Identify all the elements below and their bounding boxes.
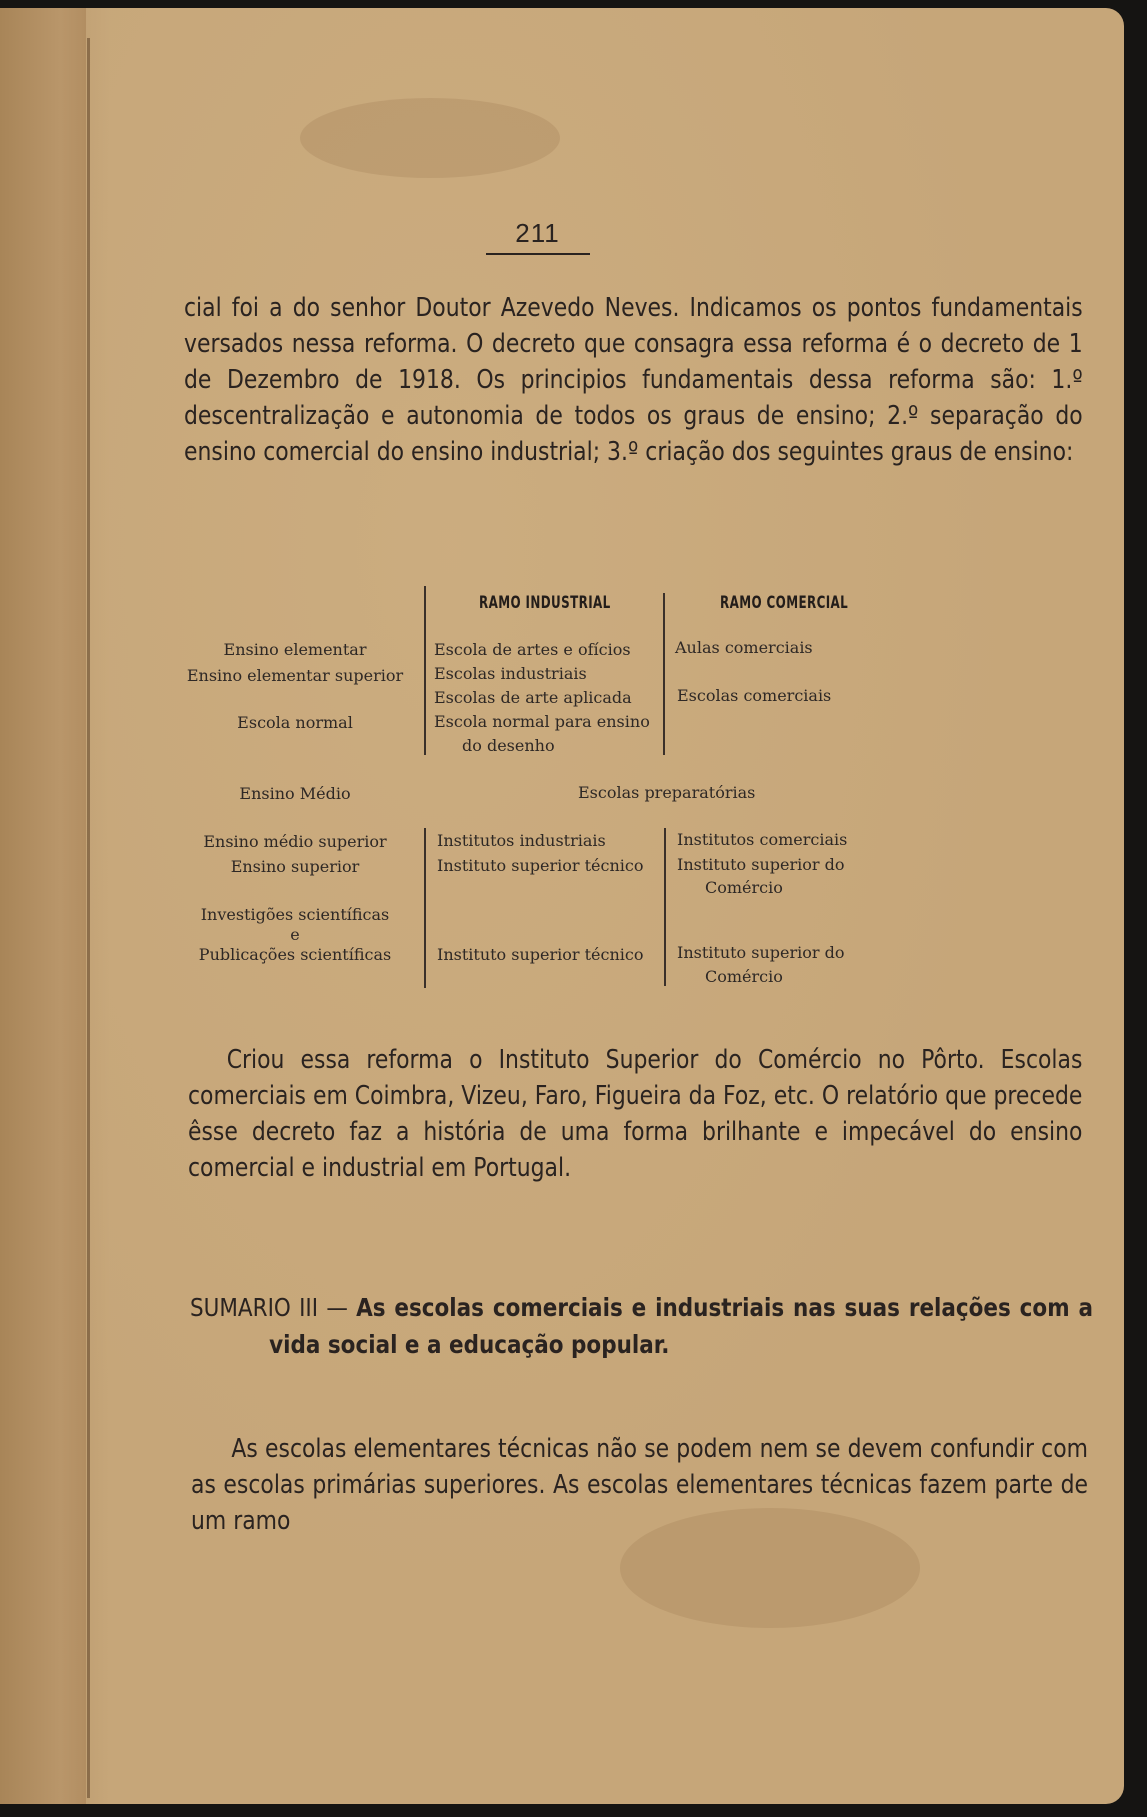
comercial-instituto-superior-research: Instituto superior do <box>677 943 845 962</box>
grade-escola-normal: Escola normal <box>237 713 353 732</box>
paragraph-intro: cial foi a do senhor Doutor Azevedo Neves. Indicamos os pontos fundamentais versados nessa reforma. O decreto que consagra essa reforma é o decreto de 1 de Dezembro de 1918. Os principios fundamentais dessa reforma são: 1.º descentralização e autonomia de todos os graus de ensino; 2.º separação do ensino comercial do ensino industrial; 3.º criação dos seguintes graus de ensino: <box>184 293 1083 467</box>
grade-elementar: Ensino elementar <box>223 640 367 659</box>
paragraph-reforma: Criou essa reforma o Instituto Superior do Comércio no Pôrto. Escolas comerciais em Coimbra, Vizeu, Faro, Figueira da Foz, etc. O relatório que precede êsse decreto faz a história de uma forma brilhante e impecável do ensino comercial e industrial em Portugal. <box>188 1045 1083 1183</box>
industrial-normal-desenho-cont: do desenho <box>462 736 555 755</box>
comercial-instituto-superior-cont: Comércio <box>705 878 783 897</box>
summary-label: SUMARIO III — <box>190 1293 357 1322</box>
industrial-escolas-industriais: Escolas industriais <box>434 664 587 683</box>
summary-title: As escolas comerciais e industriais nas suas relações com a vida social e a educação popular. <box>269 1293 1093 1359</box>
industrial-arte-aplicada: Escolas de arte aplicada <box>434 688 632 707</box>
industrial-normal-desenho: Escola normal para ensino <box>434 712 650 731</box>
comercial-instituto-superior: Instituto superior do <box>677 855 845 874</box>
book-page <box>0 8 1124 1804</box>
grade-superior: Ensino superior <box>230 857 360 876</box>
industrial-superior-tecnico: Instituto superior técnico <box>437 856 644 875</box>
comercial-escolas: Escolas comerciais <box>677 686 832 705</box>
paragraph-escolas-elementares: As escolas elementares técnicas não se podem nem se devem confundir com as escolas primárias superiores. As escolas elementares técnicas fazem parte de um ramo <box>191 1434 1088 1536</box>
industrial-superior-tecnico-research: Instituto superior técnico <box>437 945 644 964</box>
summary-heading <box>190 1289 1093 1363</box>
column-divider <box>664 828 666 986</box>
column-divider <box>663 593 665 755</box>
grade-e: e <box>290 925 300 944</box>
grade-investigacoes: Investigões scientíficas <box>200 905 390 924</box>
page-number: 211 <box>515 218 560 248</box>
header-ramo-industrial: RAMO INDUSTRIAL <box>479 593 611 613</box>
escolas-preparatorias: Escolas preparatórias <box>578 783 756 802</box>
grade-publicacoes: Publicações scientíficas <box>198 945 392 964</box>
grade-medio-superior: Ensino médio superior <box>203 832 387 851</box>
comercial-instituto-superior-research-cont: Comércio <box>705 967 783 986</box>
comercial-institutos: Institutos comerciais <box>677 830 848 849</box>
column-divider <box>424 586 426 755</box>
grade-elementar-superior: Ensino elementar superior <box>186 666 404 685</box>
industrial-artes-oficios: Escola de artes e ofícios <box>434 640 631 659</box>
column-divider <box>424 828 426 988</box>
header-ramo-comercial: RAMO COMERCIAL <box>720 593 849 613</box>
grade-medio: Ensino Médio <box>239 784 351 803</box>
comercial-aulas: Aulas comerciais <box>675 638 813 657</box>
industrial-institutos: Institutos industriais <box>437 831 606 850</box>
